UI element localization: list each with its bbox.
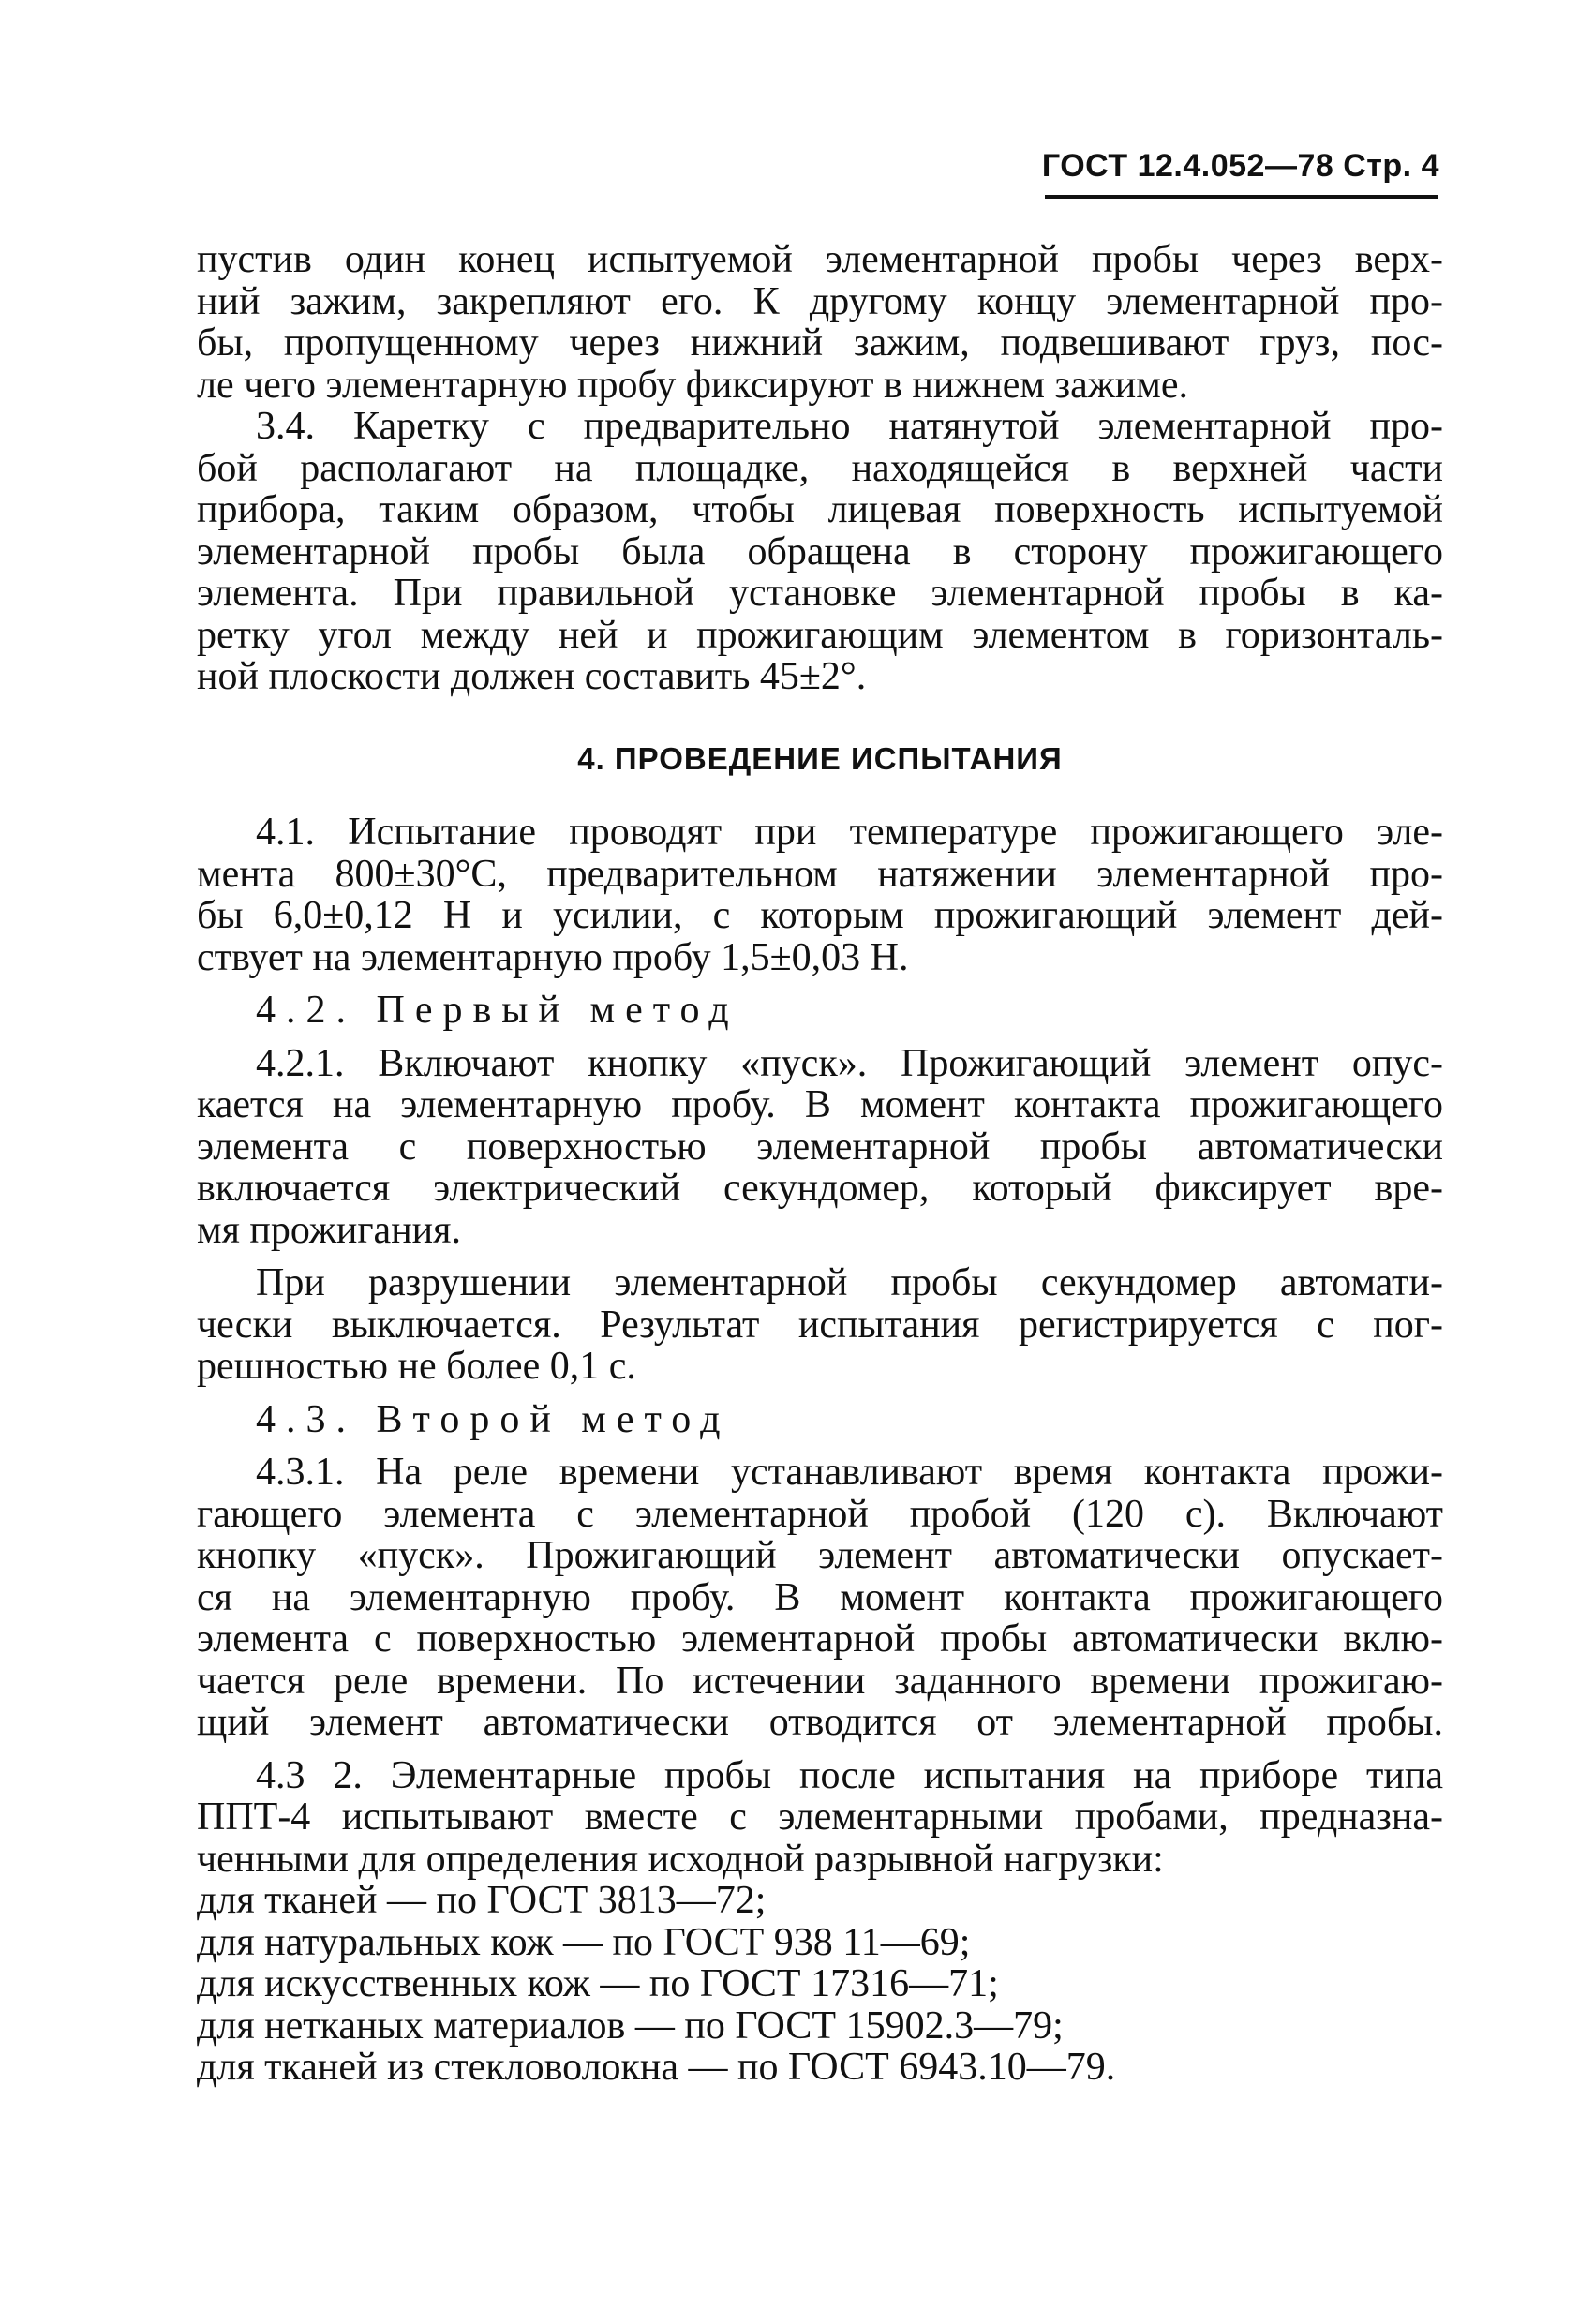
text-line: чески выключается. Результат испытания регистрируется с пог-	[197, 1303, 1443, 1347]
text-line: кнопку «пуск». Прожигающий элемент автоматически опускает-	[197, 1534, 1443, 1577]
list-item: для тканей из стекловолокна — по ГОСТ 6943.10—79.	[197, 2046, 1116, 2089]
text-line: мя прожигания.	[197, 1208, 461, 1252]
text-line: ченными для определения исходной разрывной нагрузки:	[197, 1837, 1164, 1881]
text-line: элемента с поверхностью элементарной пробы автоматически	[197, 1125, 1443, 1169]
section-4-title: 4. ПРОВЕДЕНИЕ ИСПЫТАНИЯ	[577, 740, 1063, 776]
list-item: для искусственных кож — по ГОСТ 17316—71;	[197, 1962, 999, 2005]
document-body	[197, 239, 1443, 2089]
intro-paragraph	[197, 239, 1443, 406]
text-line: элементарной пробы была обращена в сторону прожигающего	[197, 529, 1443, 574]
paragraph-4-3-2	[197, 1755, 1443, 1881]
text-line: 3.4. Каретку с предварительно натянутой элементарной про-	[256, 405, 1443, 448]
subsection-4-3-title	[197, 1399, 1443, 1441]
header-rule	[1045, 195, 1438, 199]
text-line: 4.2.1. Включают кнопку «пуск». Прожигающий элемент опус-	[256, 1041, 1443, 1085]
paragraph-4-3-1	[197, 1452, 1443, 1744]
text-line: элемента с поверхностью элементарной пробы автоматически вклю-	[197, 1617, 1443, 1661]
standards-list	[197, 1880, 1443, 2089]
text-line: ся на элементарную пробу. В момент контакта прожигающего	[197, 1575, 1443, 1619]
text-line: включается электрический секундомер, который фиксирует вре-	[197, 1167, 1443, 1210]
text-line: ППТ-4 испытывают вместе с элементарными пробами, предназна-	[197, 1795, 1443, 1839]
subsection-4-2-title	[197, 990, 1443, 1032]
subsection-4-2-label: 4.2. Первый метод	[256, 989, 739, 1032]
page-header: ГОСТ 12.4.052—78 Стр. 4	[1041, 148, 1439, 184]
paragraph-4-1	[197, 812, 1443, 978]
text-line: гающего элемента с элементарной пробой (120 с). Включают	[197, 1492, 1443, 1536]
text-line: щий элемент автоматически отводится от элементарной пробы.	[197, 1701, 1443, 1744]
list-item: для нетканых материалов — по ГОСТ 15902.3—79;	[197, 2004, 1064, 2048]
text-line: мента 800±30°С, предварительном натяжении элементарной про-	[197, 852, 1443, 896]
text-line: 4.1. Испытание проводят при температуре прожигающего эле-	[256, 811, 1443, 854]
text-line: ствует на элементарную пробу 1,5±0,03 Н.	[197, 935, 909, 979]
text-line: При разрушении элементарной пробы секундомер автомати-	[256, 1261, 1443, 1304]
text-line: бы 6,0±0,12 Н и усилии, с которым прожигающий элемент дей-	[197, 894, 1443, 937]
text-line: бой располагают на площадке, находящейся в верхней части	[197, 446, 1443, 490]
text-line: кается на элементарную пробу. В момент контакта прожигающего	[197, 1083, 1443, 1126]
text-line: решностью не более 0,1 с.	[197, 1345, 636, 1388]
text-line: 4.3.1. На реле времени устанавливают время контакта прожи-	[256, 1451, 1443, 1494]
text-line: ретку угол между ней и прожигающим элементом в горизонталь-	[197, 613, 1443, 657]
text-line: элемента. При правильной установке элементарной пробы в ка-	[197, 572, 1443, 615]
text-line: 4.3 2. Элементарные пробы после испытания на приборе типа	[256, 1753, 1443, 1797]
text-line: прибора, таким образом, чтобы лицевая поверхность испытуемой	[197, 488, 1443, 531]
text-line: ний зажим, закрепляют его. К другому концу элементарной про-	[197, 279, 1443, 323]
paragraph-3-4	[197, 406, 1443, 698]
paragraph-4-2-1-b	[197, 1262, 1443, 1388]
text-line: ле чего элементарную пробу фиксируют в нижнем зажиме.	[197, 363, 1188, 407]
list-item: для тканей — по ГОСТ 3813—72;	[197, 1879, 767, 1922]
subsection-4-3-label: 4.3. Второй метод	[256, 1397, 731, 1441]
text-line: чается реле времени. По истечении заданного времени прожигаю-	[197, 1659, 1443, 1703]
paragraph-4-2-1	[197, 1043, 1443, 1252]
list-item: для натуральных кож — по ГОСТ 938 11—69;	[197, 1920, 971, 1964]
text-line: ной плоскости должен составить 45±2°.	[197, 655, 867, 698]
text-line: бы, пропущенному через нижний зажим, подвешивают груз, пос-	[197, 321, 1443, 365]
text-line: пустив один конец испытуемой элементарной пробы через верх-	[197, 238, 1443, 281]
